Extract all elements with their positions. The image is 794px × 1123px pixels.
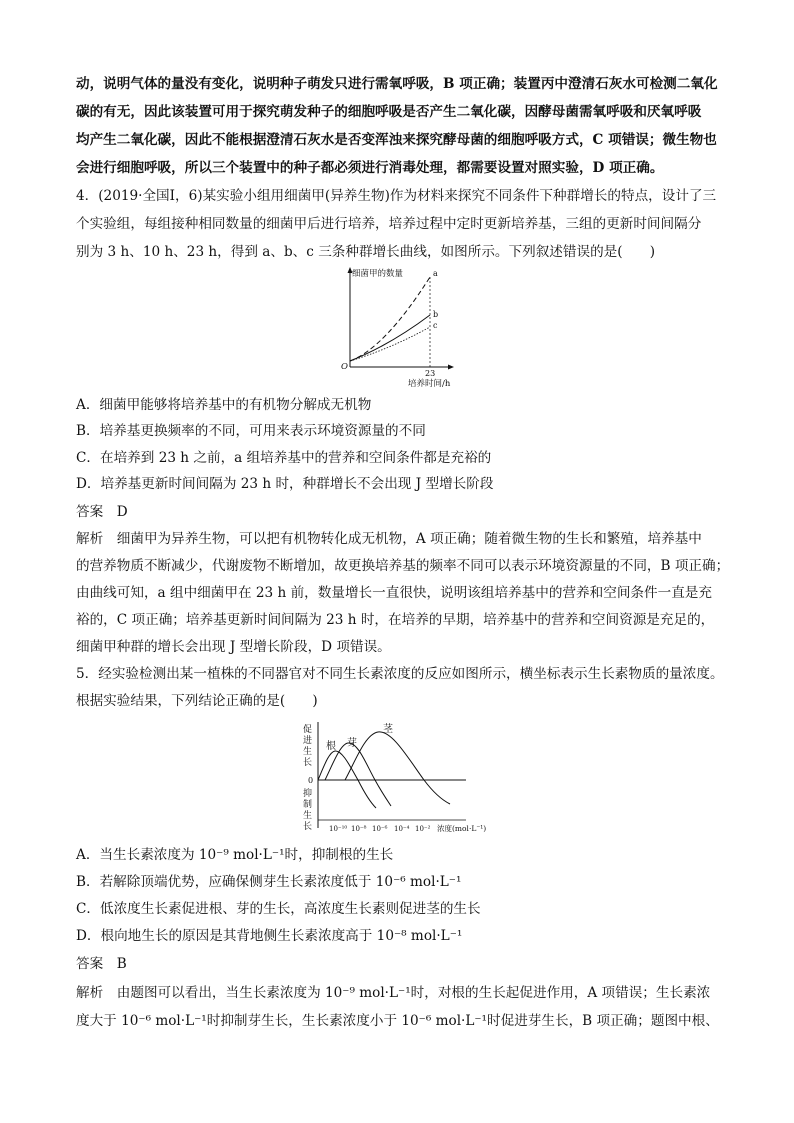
question-4-stem: 4．(2019·全国Ⅰ，6)某实验小组用细菌甲(异养生物)作为材料来探究不同条件下种群增长的特点，设计了三 <box>76 188 717 204</box>
option-d: D．培养基更新时间间隔为 23 h 时，种群增长不会出现 J 型增长阶段 <box>76 476 494 492</box>
x-tick: 10⁻⁸ <box>351 825 367 833</box>
option-c: C．在培养到 23 h 之前，a 组培养基中的营养和空间条件都是充裕的 <box>76 450 492 466</box>
curve-stem <box>345 732 450 804</box>
option-b: B．培养基更换频率的不同，可用来表示环境资源量的不同 <box>76 423 426 439</box>
analysis-line: 由曲线可知，a 组中细菌甲在 23 h 前，数量增长一直很快，说明该组培养基中的营养和空间条件一直是充 <box>76 585 712 601</box>
analysis-line: 的营养物质不断减少，代谢废物不断增加，故更换培养基的频率不同可以表示环境资源量的不同，B 项正确； <box>76 558 730 574</box>
question-5-stem: 5．经实验检测出某一植株的不同器官对不同生长素浓度的反应如图所示，横坐标表示生长素物质的量浓度。 <box>76 666 724 682</box>
answer: 答案 D <box>76 504 128 520</box>
text-line: 均产生二氧化碳，因此不能根据澄清石灰水是否变浑浊来探究酵母菌的细胞呼吸方式，C 项错误；微生物也 <box>76 132 717 148</box>
y-label-char: 长 <box>303 822 313 832</box>
text-line: 碳的有无，因此该装置可用于探究萌发种子的细胞呼吸是否产生二氧化碳，因酵母菌需氧呼吸和厌氧呼吸 <box>76 104 702 120</box>
y-label-char: 抑 <box>303 789 313 799</box>
curve-b-label: b <box>433 310 439 319</box>
curve-bud-label: 芽 <box>347 738 357 749</box>
y-label-char: 促 <box>303 725 313 735</box>
x-axis-label: 培养时间/h <box>408 379 451 388</box>
answer: 答案 B <box>76 956 127 972</box>
curve-bud <box>325 743 391 806</box>
x-tick: 10⁻² <box>415 825 431 833</box>
curve-b <box>350 315 430 361</box>
question-5-stem: 根据实验结果，下列结论正确的是( ) <box>76 693 318 709</box>
text-line: 会进行细胞呼吸，所以三个装置中的种子都必须进行消毒处理，都需要设置对照实验，D 项正确。 <box>76 160 664 176</box>
y-label-char: 生 <box>303 811 313 821</box>
zero-label: 0 <box>308 776 314 785</box>
option-b: B．若解除顶端优势，应确保侧芽生长素浓度低于 10⁻⁶ mol·L⁻¹ <box>76 874 462 890</box>
curve-a-label: a <box>433 269 438 278</box>
x-axis-arrow <box>448 365 454 370</box>
figure-auxin-response <box>300 718 504 836</box>
origin-label: O <box>341 362 348 372</box>
analysis-line: 解析 由题图可以看出，当生长素浓度为 10⁻⁹ mol·L⁻¹时，对根的生长起促进作用，A 项错误；生长素浓 <box>76 985 711 1001</box>
x-tick: 10⁻⁶ <box>372 825 388 833</box>
option-c: C．低浓度生长素促进根、芽的生长，高浓度生长素则促进茎的生长 <box>76 901 481 917</box>
curve-a <box>350 277 430 361</box>
y-label-char: 生 <box>303 747 313 757</box>
curve-root <box>318 751 376 808</box>
y-label-char: 进 <box>303 736 313 746</box>
y-label-char: 长 <box>303 758 313 768</box>
x-tick: 10⁻¹⁰ <box>329 825 348 833</box>
option-a: A．当生长素浓度为 10⁻⁹ mol·L⁻¹时，抑制根的生长 <box>76 847 394 863</box>
y-axis-label: 细菌甲的数量 <box>352 269 404 279</box>
x-tick-23: 23 <box>425 369 436 378</box>
analysis-line: 细菌甲种群的增长会出现 J 型增长阶段，D 项错误。 <box>76 639 391 655</box>
figure-bacteria-growth <box>330 263 460 388</box>
x-axis-label: 浓度(mol·L⁻¹) <box>437 824 487 833</box>
analysis-line: 裕的，C 项正确；培养基更新时间间隔为 23 h 时，在培养的早期，培养基中的营养和空间资源是充足的， <box>76 612 715 628</box>
question-4-stem: 别为 3 h、10 h、23 h，得到 a、b、c 三条种群增长曲线，如图所示。下列叙述错误的是( ) <box>76 244 656 260</box>
x-tick: 10⁻⁴ <box>394 825 410 833</box>
option-d: D．根向地生长的原因是其背地侧生长素浓度高于 10⁻⁸ mol·L⁻¹ <box>76 928 463 944</box>
y-label-char: 制 <box>303 800 313 810</box>
text-line: 动，说明气体的量没有变化，说明种子萌发只进行需氧呼吸，B 项正确；装置丙中澄清石灰水可检测二氧化 <box>76 76 718 92</box>
analysis-line: 度大于 10⁻⁶ mol·L⁻¹时抑制芽生长，生长素浓度小于 10⁻⁶ mol·L⁻¹时促进芽生长，B 项正确；题图中根、 <box>76 1013 719 1029</box>
curve-stem-label: 茎 <box>383 724 393 735</box>
curve-root-label: 根 <box>326 741 336 752</box>
option-a: A．细菌甲能够将培养基中的有机物分解成无机物 <box>76 397 372 413</box>
question-4-stem: 个实验组，每组接种相同数量的细菌甲后进行培养，培养过程中定时更新培养基，三组的更新时间间隔分 <box>76 216 702 232</box>
curve-c-label: c <box>433 321 438 330</box>
analysis-line: 解析 细菌甲为异养生物，可以把有机物转化成无机物，A 项正确；随着微生物的生长和繁殖，培养基中 <box>76 531 702 547</box>
